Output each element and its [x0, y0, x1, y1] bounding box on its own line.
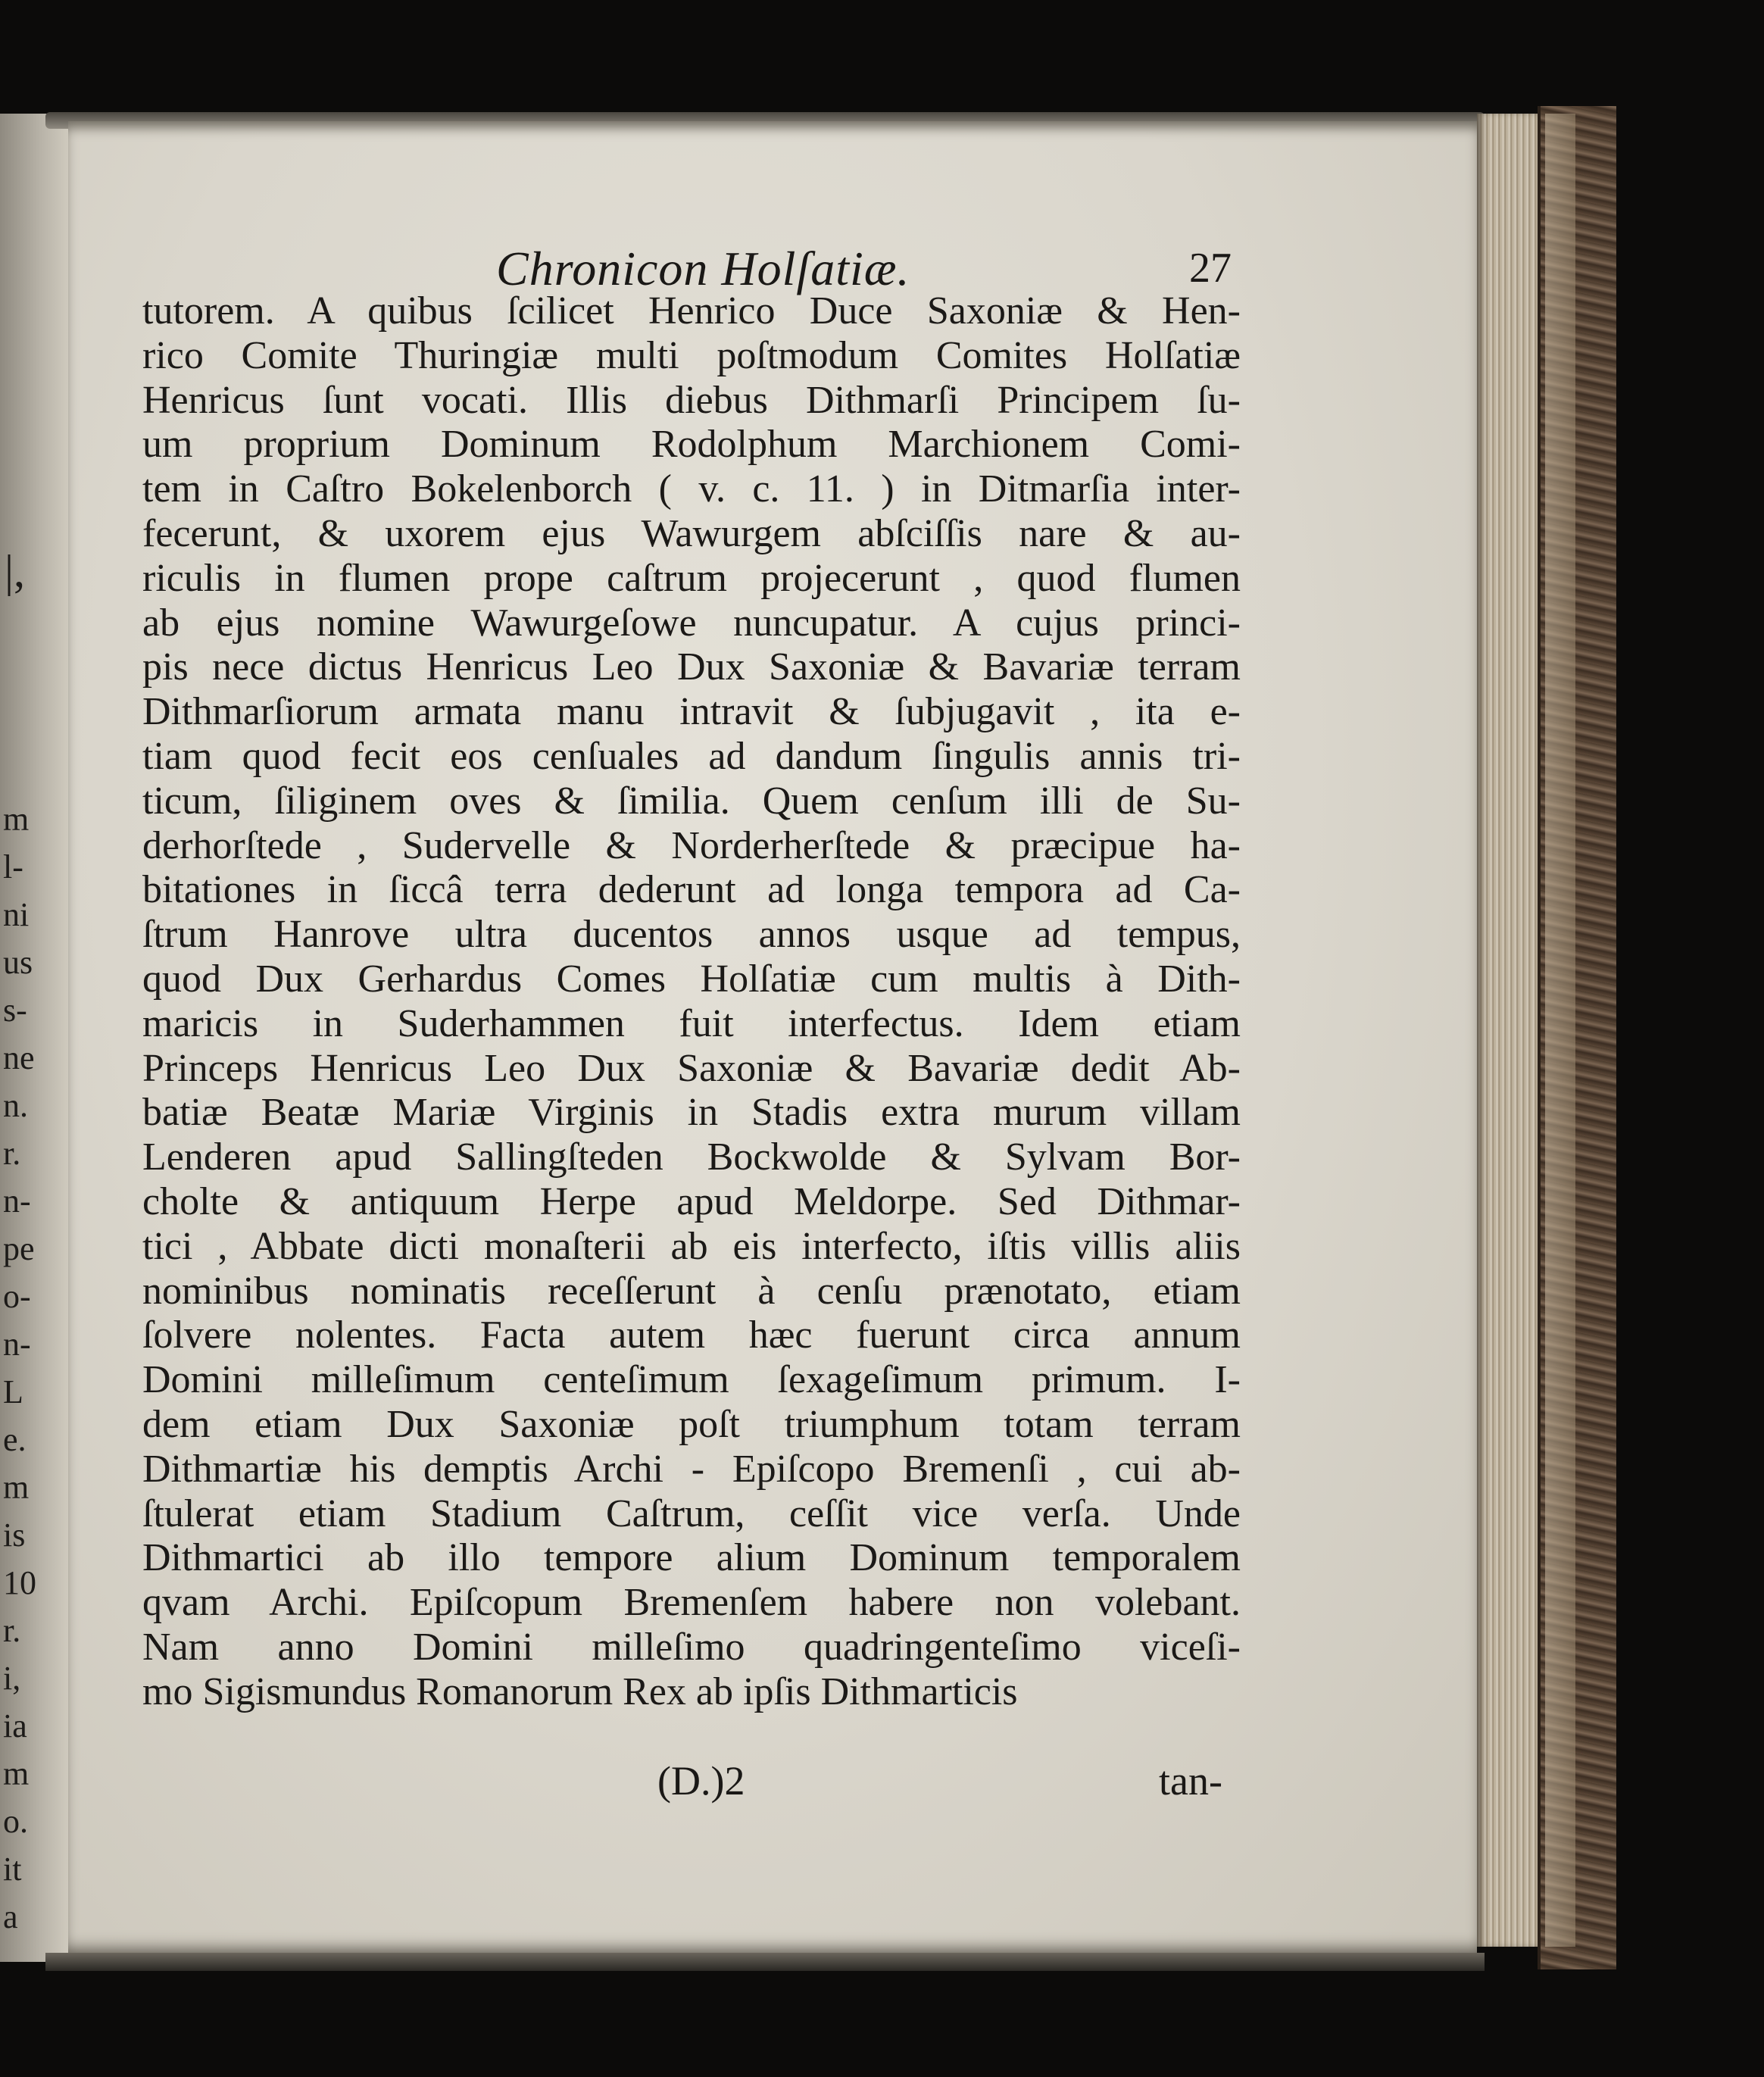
page-number: 27: [1189, 245, 1232, 292]
text-line: qvam Archi. Epiſcopum Bremenſem habere non volebant.: [142, 1581, 1241, 1625]
text-line: Dithmarſiorum armata manu intravit & ſubjugavit , ita e-: [142, 690, 1241, 734]
facing-page-fragment: s-: [3, 992, 27, 1029]
text-line: ab ejus nomine Wawurgeſowe nuncupatur. A cujus princi-: [142, 601, 1241, 645]
text-line: Nam anno Domini milleſimo quadringenteſimo viceſi-: [142, 1625, 1241, 1669]
text-line: rico Comite Thuringiæ multi poſtmodum Comites Holſatiæ: [142, 333, 1241, 377]
catchword: tan-: [1159, 1758, 1222, 1804]
facing-page-fragment: ni: [3, 896, 30, 933]
body-text: [142, 289, 1241, 1715]
text-line: Dithmartiæ his demptis Archi - Epiſcopo Bremenſi , cui ab-: [142, 1447, 1241, 1491]
facing-page-fragment: n-: [3, 1326, 31, 1363]
signature-mark: (D.)2: [657, 1758, 745, 1804]
facing-page-fragment: o-: [3, 1278, 31, 1315]
facing-page-fragment: o.: [3, 1803, 28, 1840]
text-line: fecerunt, & uxorem ejus Wawurgem abſciſſis nare & au-: [142, 511, 1241, 555]
text-line: Henricus ſunt vocati. Illis diebus Dithmarſi Principem ſu-: [142, 378, 1241, 422]
facing-page-fragment: l-: [3, 848, 23, 885]
text-line: nominibus nominatis receſſerunt à cenſu prænotato, etiam: [142, 1269, 1241, 1313]
text-line: Domini milleſimum centeſimum ſexageſimum primum. I-: [142, 1358, 1241, 1402]
text-line: Princeps Henricus Leo Dux Saxoniæ & Bavariæ dedit Ab-: [142, 1046, 1241, 1090]
text-line: batiæ Beatæ Mariæ Virginis in Stadis extra murum villam: [142, 1091, 1241, 1135]
text-line: ticum, ſiliginem oves & ſimilia. Quem cenſum illi de Su-: [142, 779, 1241, 823]
facing-page-fragment: it: [3, 1851, 22, 1888]
text-line: cholte & antiquum Herpe apud Meldorpe. Sed Dithmar-: [142, 1179, 1241, 1223]
text-line: um proprium Dominum Rodolphum Marchionem Comi-: [142, 423, 1241, 467]
facing-page-fragment: ia: [3, 1707, 27, 1744]
book-bottom-edge: [45, 1953, 1485, 1971]
text-line: riculis in flumen prope caſtrum projecerunt , quod flumen: [142, 556, 1241, 600]
facing-page-fragment: m: [3, 1469, 30, 1506]
facing-page-fragment: L: [3, 1373, 23, 1410]
facing-page-fragment: is: [3, 1516, 26, 1554]
text-line: tem in Caſtro Bokelenborch ( v. c. 11. ) in Ditmarſia inter-: [142, 467, 1241, 511]
text-line: ſolvere nolentes. Facta autem hæc fuerunt circa annum: [142, 1313, 1241, 1357]
facing-page-fragment: a: [3, 1898, 18, 1935]
facing-page-fragment: us: [3, 944, 33, 981]
facing-page-fragment: 10: [3, 1564, 36, 1601]
facing-page-fragment: i,: [3, 1660, 21, 1697]
text-line: pis nece dictus Henricus Leo Dux Saxoniæ & Bavariæ terram: [142, 645, 1241, 689]
text-line: dem etiam Dux Saxoniæ poſt triumphum totam terram: [142, 1402, 1241, 1446]
facing-page-text-fragments: [3, 795, 67, 1941]
facing-page-fragment: m: [3, 801, 30, 838]
facing-page-fragment: r.: [3, 1612, 21, 1649]
facing-page-fragment: ne: [3, 1039, 35, 1076]
text-line: tutorem. A quibus ſcilicet Henrico Duce Saxoniæ & Hen-: [142, 289, 1241, 333]
text-line: Lenderen apud Sallingſteden Bockwolde & Sylvam Bor-: [142, 1135, 1241, 1179]
facing-page-fragment: m: [3, 1755, 30, 1792]
text-line: tiam quod fecit eos cenſuales ad dandum ſingulis annis tri-: [142, 734, 1241, 778]
facing-page-fragment: pe: [3, 1230, 35, 1267]
text-line: bitationes in ſiccâ terra dederunt ad longa tempora ad Ca-: [142, 868, 1241, 912]
cover-bevel: [1545, 114, 1575, 1947]
facing-page-fragment: e.: [3, 1421, 27, 1458]
text-line: Dithmartici ab illo tempore alium Dominum temporalem: [142, 1536, 1241, 1580]
facing-page-edge: [0, 114, 68, 1962]
text-line: quod Dux Gerhardus Comes Holſatiæ cum multis à Dith-: [142, 957, 1241, 1001]
page-stack-edges: [1477, 114, 1538, 1947]
facing-page-fragment: n.: [3, 1087, 28, 1124]
facing-page-fragment: n-: [3, 1182, 31, 1220]
facing-page-fragment: r.: [3, 1135, 21, 1172]
text-line: mo Sigismundus Romanorum Rex ab ipſis Dithmarticis: [142, 1669, 1018, 1713]
facing-page-mark: |,: [5, 546, 26, 596]
text-line: maricis in Suderhammen fuit interfectus. Idem etiam: [142, 1001, 1241, 1045]
text-line: tici , Abbate dicti monaſterii ab eis interfecto, iſtis villis aliis: [142, 1224, 1241, 1268]
text-line: ſtulerat etiam Stadium Caſtrum, ceſſit vice verſa. Unde: [142, 1491, 1241, 1535]
text-line: derhorſtede , Sudervelle & Norderherſtede & præcipue ha-: [142, 823, 1241, 867]
text-line: ſtrum Hanrove ultra ducentos annos usque ad tempus,: [142, 913, 1241, 957]
running-head: Chronicon Holſatiæ.: [496, 242, 910, 295]
